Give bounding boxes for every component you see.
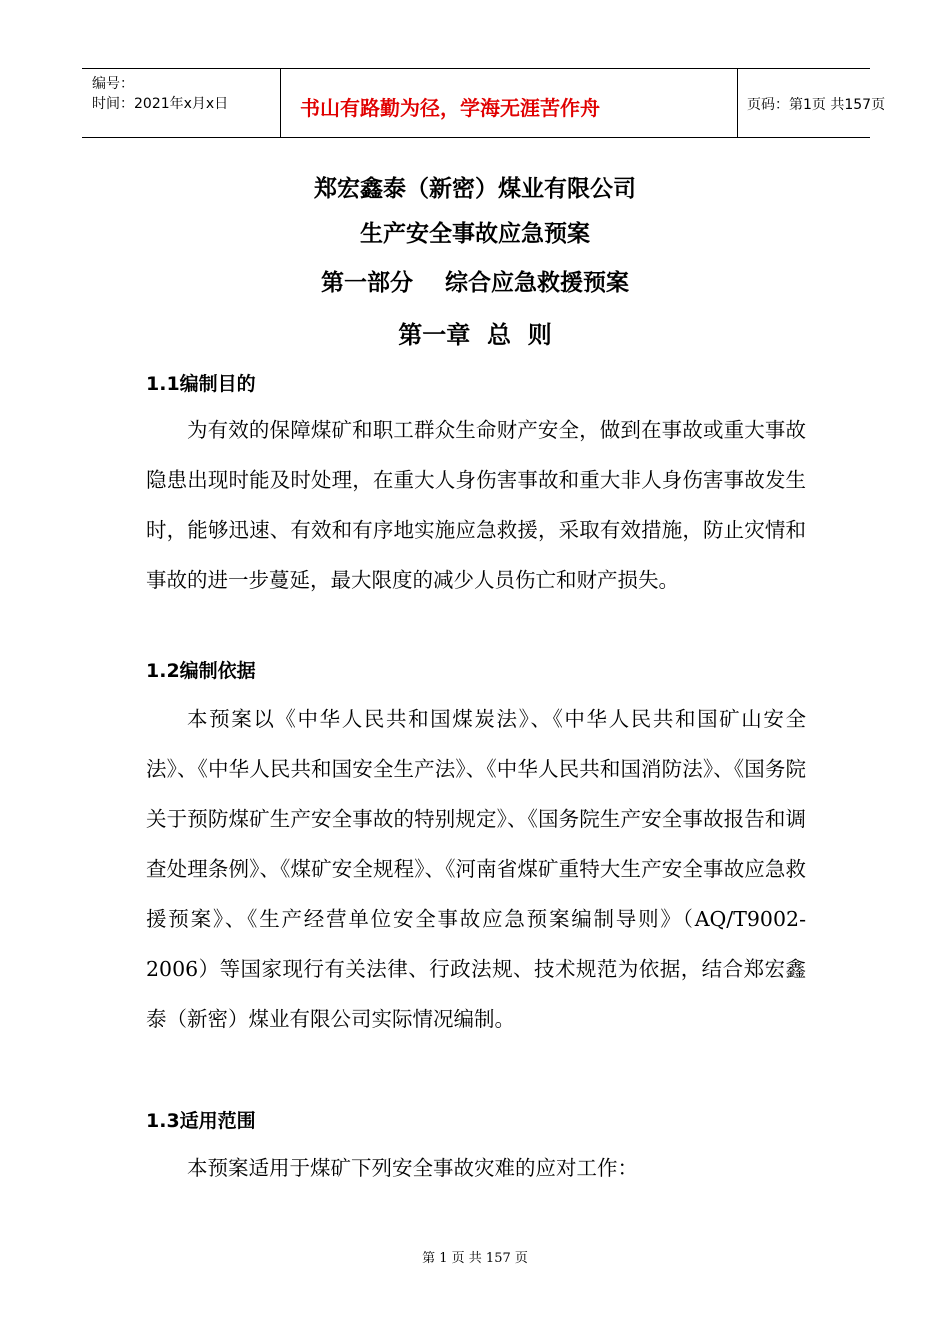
- header-page-code: 页码：第1页 共157页: [747, 97, 886, 113]
- plan-title: 生产安全事故应急预案: [360, 221, 590, 247]
- header-motto: 书山有路勤为径，学海无涯苦作舟: [300, 96, 600, 120]
- section-text-basis: 本预案以《中华人民共和国煤炭法》、《中华人民共和国矿山安全法》、《中华人民共和国安全生产法》、《中华人民共和国消防法》、《国务院关于预防煤矿生产安全事故的特别规定》、《国务院生产安全事故报告和调查处理条例》、《煤矿安全规程》、《河南省煤矿重特大生产安全事故应急救援预案》、《生产经营单位安全事故应急预案编制导则》（AQ/T9002-2006）等国家现行有关法律、行政法规、技术规范为依据，结合郑宏鑫泰（新密）煤业有限公司实际情况编制。: [146, 707, 806, 1031]
- page-footer: 第 1 页 共 157 页: [422, 1251, 528, 1266]
- company-title: 郑宏鑫泰（新密）煤业有限公司: [314, 176, 636, 202]
- section-heading-basis: 1.2编制依据: [146, 660, 256, 682]
- section-heading-purpose: 1.1编制目的: [146, 373, 256, 395]
- section-text-purpose: 为有效的保障煤矿和职工群众生命财产安全，做到在事故或重大事故隐患出现时能及时处理，在重大人身伤害事故和重大非人身伤害事故发生时，能够迅速、有效和有序地实施应急救援，采取有效措施，防止灾情和事故的进一步蔓延，最大限度的减少人员伤亡和财产损失。: [146, 418, 806, 592]
- header-motto-cell: [280, 69, 738, 137]
- chapter-title: 第一章 总 则: [398, 321, 552, 349]
- document-number-label: 编号：: [92, 76, 134, 92]
- document-time-label: 时间：2021年x月x日: [92, 96, 229, 112]
- section-heading-scope: 1.3适用范围: [146, 1110, 256, 1132]
- page-header: [82, 68, 886, 138]
- header-page-cell: [738, 69, 886, 137]
- header-info-cell: [82, 69, 280, 137]
- section-text-scope: 本预案适用于煤矿下列安全事故灾难的应对工作：: [187, 1156, 638, 1180]
- part-title: 第一部分 综合应急救援预案: [320, 270, 630, 296]
